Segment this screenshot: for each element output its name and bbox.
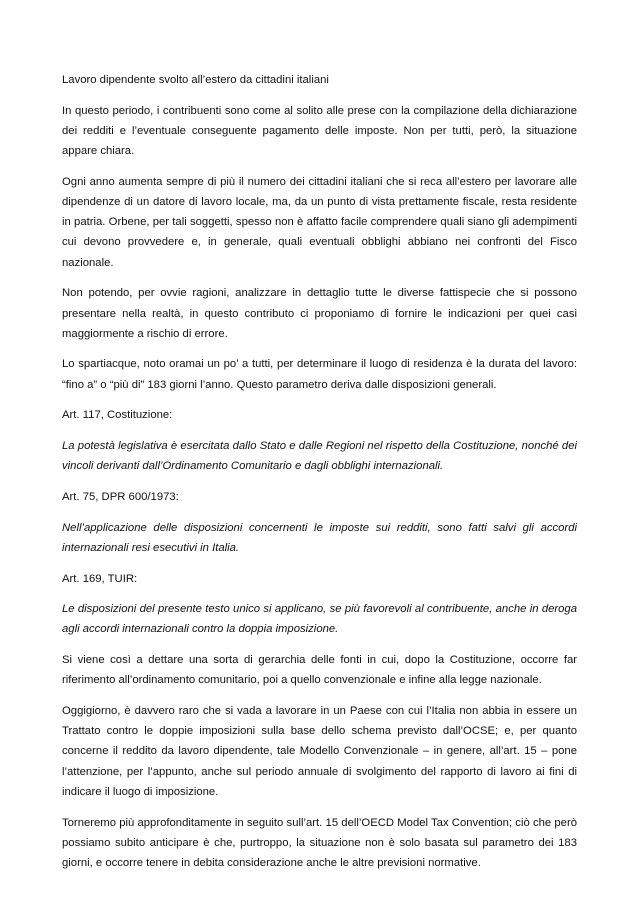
quote-art-75: Nell’applicazione delle disposizioni concernenti le imposte sui redditi, sono fatti salvi gli accordi internazionali resi esecutivi in Italia. (62, 521, 577, 554)
paragraph-scope: Non potendo, per ovvie ragioni, analizzare in dettaglio tutte le diverse fattispecie che si possono presentare nella realtà, in questo contributo ci proponiamo di fornire le indicazioni per quei casi maggiormente a rischio di errore. (62, 287, 577, 340)
citation-art-75: Art. 75, DPR 600/1973: (62, 490, 179, 503)
paragraph-treaty: Oggigiorno, è davvero raro che si vada a lavorare in un Paese con cui l’Italia non abbia in essere un Trattato contro le doppie imposizioni sulla base dello schema previsto dall’OCSE; e, per quanto concerne il reddito da lavoro dipendente, tale Modello Convenzionale – in genere, all’art. 15 – pone l’attenzione, per l’appunto, anche sul periodo annuale di svolgimento del rapporto di lavoro ai fini di indicare il luogo di imposizione. (62, 705, 577, 798)
paragraph-183-days: Lo spartiacque, noto oramai un po’ a tutti, per determinare il luogo di residenza è la durata del lavoro: “fino a” o “più di” 183 giorni l’anno. Questo parametro deriva dalle disposizioni generali. (62, 358, 577, 391)
citation-art-169: Art. 169, TUIR: (62, 572, 138, 585)
document-page (62, 70, 577, 884)
paragraph-conclusion: Torneremo più approfonditamente in seguito sull’art. 15 dell’OECD Model Tax Convention; ciò che però possiamo subito anticipare è che, purtroppo, la situazione non è solo basata sul parametro dei 183 giorni, e occorre tenere in debita considerazione anche le altre previsioni normative. (62, 816, 577, 869)
citation-art-117: Art. 117, Costituzione: (62, 409, 173, 422)
paragraph-hierarchy: Si viene così a dettare una sorta di gerarchia delle fonti in cui, dopo la Costituzione, occorre far riferimento all’ordinamento comunitario, poi a quello convenzionale e infine alla legge nazionale. (62, 654, 577, 687)
paragraph-residents-abroad: Ogni anno aumenta sempre di più il numero dei cittadini italiani che si reca all’estero per lavorare alle dipendenze di un datore di lavoro locale, ma, da un punto di vista prettamente fiscale, resta residente in patria. Orbene, per tali soggetti, spesso non è affatto facile comprendere quali siano gli adempimenti cui devono provvedere e, in generale, quali eventuali obblighi abbiano nei confronti del Fisco nazionale. (62, 175, 577, 269)
paragraph-intro: In questo periodo, i contribuenti sono come al solito alle prese con la compilazione della dichiarazione dei redditi e l’eventuale conseguente pagamento delle imposte. Non per tutti, però, la situazione appare chiara. (62, 104, 577, 158)
document-title: Lavoro dipendente svolto all’estero da cittadini italiani (62, 74, 329, 86)
quote-art-117: La potestà legislativa è esercitata dallo Stato e dalle Regioni nel rispetto della Costituzione, nonché dei vincoli derivanti dall’Ordinamento Comunitario e dagli obblighi internazionali. (62, 440, 577, 473)
quote-art-169: Le disposizioni del presente testo unico si applicano, se più favorevoli al contribuente, anche in deroga agli accordi internazionali contro la doppia imposizione. (62, 603, 577, 636)
